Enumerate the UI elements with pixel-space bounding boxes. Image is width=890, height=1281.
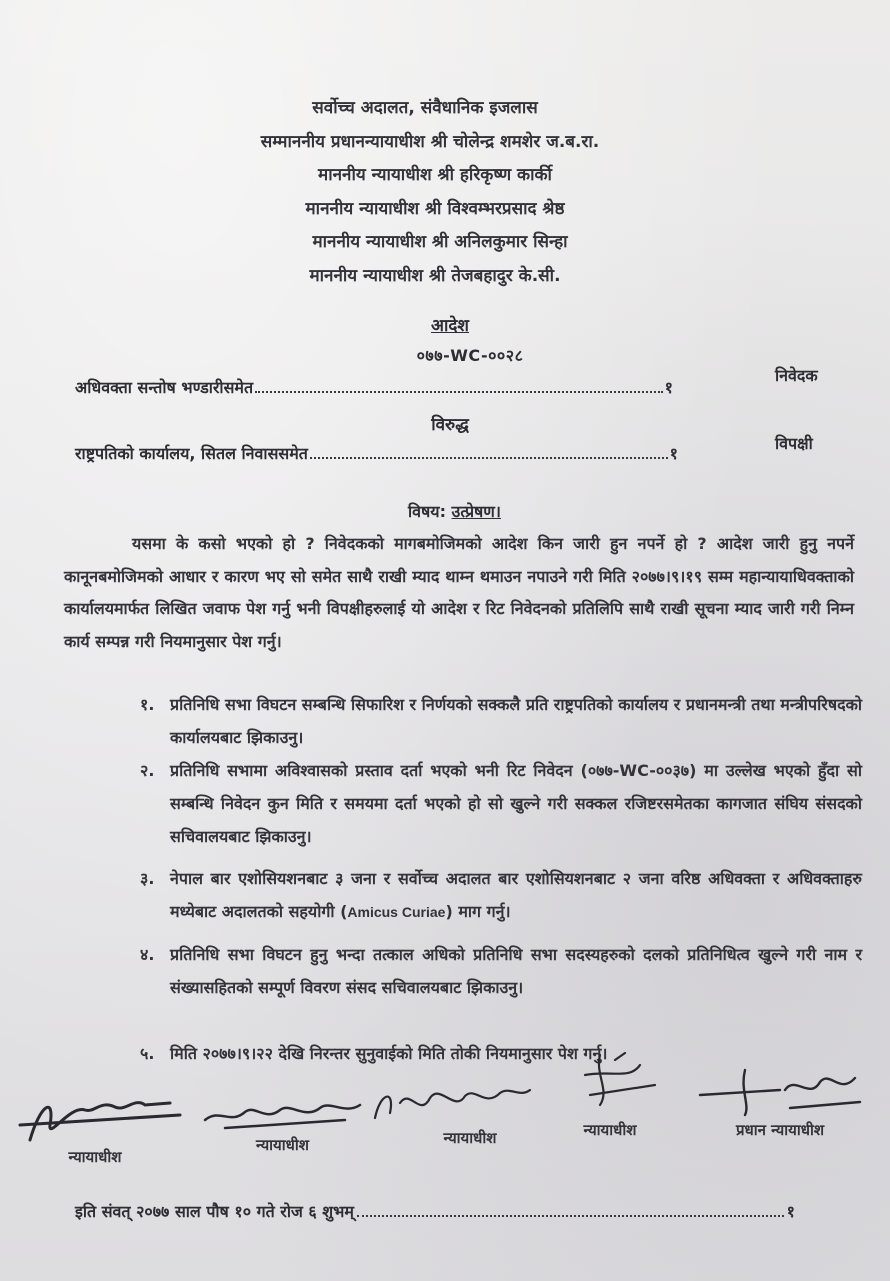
item-number: २. [140, 761, 155, 780]
petitioner-role: निवेदक [775, 366, 818, 385]
signature-title: न्यायाधीश [443, 1129, 497, 1147]
subject-line [408, 500, 501, 522]
item-number: ५. [140, 1044, 155, 1063]
justice-line: माननीय न्यायाधीश श्री अनिलकुमार सिन्हा [312, 232, 568, 252]
versus-label: विरुद्ध [431, 415, 469, 435]
signature-title: प्रधान न्यायाधीश [735, 1121, 825, 1139]
item-text: प्रतिनिधि सभा विघटन सम्बन्धि सिफारिश र निर्णयको सक्कलै प्रति राष्ट्रपतिको कार्यालय र प्रधानमन्त्री तथा मन्त्रीपरिषदको कार्यालयबाट झिकाउनु। [170, 695, 862, 747]
list-item [140, 688, 862, 754]
handwritten-signature [540, 1045, 680, 1120]
respondent-name: राष्ट्रपतिको कार्यालय, सितल निवाससमेत [75, 444, 308, 463]
petitioner-row [75, 376, 673, 398]
list-item [140, 754, 862, 853]
justice-line: माननीय न्यायाधीश श्री तेजबहादुर के.सी. [309, 265, 561, 286]
justice-line: माननीय न्यायाधीश श्री हरिकृष्ण कार्की [318, 165, 552, 185]
justice-line: माननीय न्यायाधीश श्री विश्वम्भरप्रसाद श्रेष्ठ [305, 198, 565, 219]
dotted-leader [357, 1214, 784, 1217]
closing-text: इति संवत् २०७७ साल पौष १० गते रोज ६ शुभम् [75, 1202, 354, 1221]
order-body: यसमा के कसो भएको हो ? निवेदकको मागबमोजिमको आदेश किन जारी हुन नपर्ने हो ? आदेश जारी हुनु नपर्ने कानूनबमोजिमको आधार र कारण भए सो समेत साथै राखी म्याद थाम्न थमाउन नपाउने गरी मिति २०७७।९।१९ सम्म महान्यायाधिवक्ताको कार्यालयमार्फत लिखित जवाफ पेश गर्नु भनी विपक्षीहरुलाई यो आदेश र रिट निवेदनको प्रतिलिपि साथै राखी सूचना म्याद जारी गरी निम्न कार्य सम्पन्न गरी नियमानुसार पेश गर्नु। [64, 534, 854, 651]
closing-count: १ [786, 1202, 795, 1221]
item-number: ३. [140, 869, 155, 888]
closing-line [75, 1200, 795, 1222]
dotted-leader [310, 456, 668, 459]
handwritten-signature [10, 1085, 190, 1147]
handwritten-signature [360, 1078, 540, 1128]
amicus-curiae-term: Amicus Curiae [347, 904, 446, 920]
list-item [140, 938, 862, 1004]
signature-block [10, 1085, 190, 1167]
item-number: ४. [140, 945, 155, 964]
respondent-count: १ [669, 444, 678, 463]
subject-value: उत्प्रेषण। [451, 502, 501, 521]
respondent-row [75, 442, 678, 464]
signature-title: न्यायाधीश [68, 1148, 122, 1166]
item-text-before: नेपाल बार एशोसियशनबाट ३ जना र सर्वोच्च अदालत बार एशोसियशनबाट २ जना वरिष्ठ अधिवक्ता र अधिवक्ताहरु मध्येबाट अदालतको सहयोगी ( [170, 869, 862, 921]
signature-title: न्यायाधीश [583, 1121, 637, 1139]
court-name: सर्वोच्च अदालत, संवैधानिक इजलास [312, 98, 538, 118]
signature-title: न्यायाधीश [256, 1136, 309, 1154]
item-text [140, 862, 862, 929]
signature-block [690, 1060, 870, 1140]
case-number: ०७७-WC-००२८ [416, 346, 524, 365]
chief-justice-line: सम्माननीय प्रधानन्यायाधीश श्री चोलेन्द्र शमशेर ज.ब.रा. [260, 131, 600, 152]
signature-block [195, 1090, 370, 1155]
item-number: १. [140, 695, 155, 714]
petitioner-name: अधिवक्ता सन्तोष भण्डारीसमेत [75, 378, 254, 397]
subject-label: विषय: [408, 502, 446, 521]
handwritten-signature [195, 1090, 370, 1135]
item-text: मिति २०७७।९।२२ देखि निरन्तर सुनुवाईको मिति तोकी नियमानुसार पेश गर्नु। [170, 1044, 608, 1063]
handwritten-signature [690, 1060, 870, 1120]
list-item [140, 862, 862, 929]
petitioner-count: १ [664, 378, 673, 397]
item-text-after: ) माग गर्नु। [445, 902, 511, 921]
respondent-role: विपक्षी [775, 434, 813, 453]
signature-block [540, 1045, 680, 1140]
item-text: प्रतिनिधि सभामा अविश्वासको प्रस्ताव दर्ता भएको भनी रिट निवेदन (०७७-WC-००३७) मा उल्लेख भएको हुँदा सो सम्बन्धि निवेदन कुन मिति र समयमा दर्ता भएको हो सो खुल्ने गरी सक्कल रजिष्टरसमेतका कागजात संघिय संसदको सचिवालयबाट झिकाउनु। [170, 761, 862, 846]
item-text: प्रतिनिधि सभा विघटन हुनु भन्दा तत्काल अधिको प्रतिनिधि सभा सदस्यहरुको दलको प्रतिनिधित्व खुल्ने गरी नाम र संख्यासहितको सम्पूर्ण विवरण संसद सचिवालयबाट झिकाउनु। [170, 945, 862, 997]
signature-block [360, 1078, 540, 1148]
order-title: आदेश [431, 316, 469, 336]
court-header [0, 92, 890, 293]
dotted-leader [255, 390, 663, 393]
